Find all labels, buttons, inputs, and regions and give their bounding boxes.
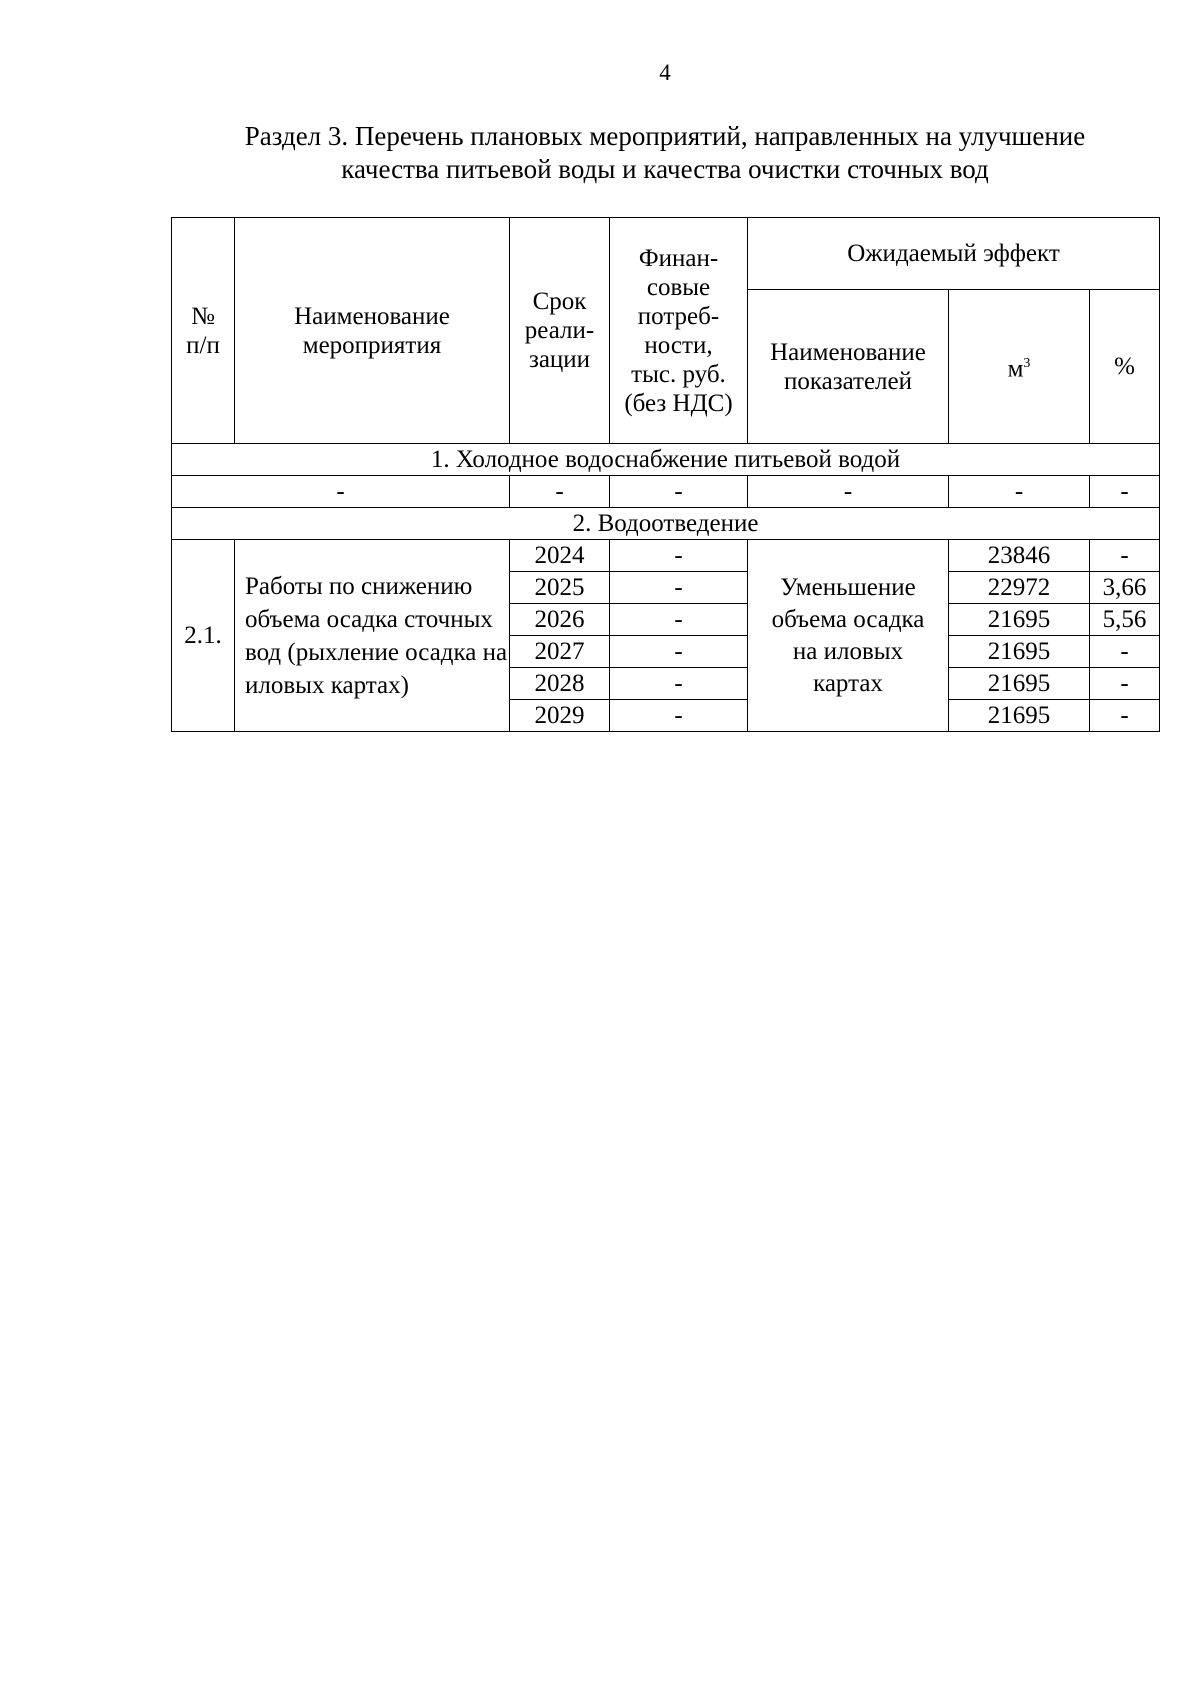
header-indicator-name: Наименование показателей <box>748 290 949 444</box>
row-year: 2024 <box>510 540 610 572</box>
row-m3: 21695 <box>949 636 1090 668</box>
row-year: 2028 <box>510 668 610 700</box>
unit-m3-label: м <box>1007 355 1024 383</box>
item-indicator: Уменьшение объема осадка на иловых картах <box>748 540 949 732</box>
row-m3: 21695 <box>949 604 1090 636</box>
row-percent: 5,56 <box>1090 604 1160 636</box>
row-m3: 21695 <box>949 700 1090 732</box>
row-finance: - <box>610 700 748 732</box>
row-finance: - <box>610 572 748 604</box>
section-1-cell-indicator: - <box>748 476 949 508</box>
section-1-title: 1. Холодное водоснабжение питьевой водой <box>172 444 1160 476</box>
unit-m3-superscript: 3 <box>1023 356 1031 372</box>
item-number: 2.1. <box>172 540 235 732</box>
section-1-cell-percent: - <box>1090 476 1160 508</box>
row-finance: - <box>610 668 748 700</box>
measures-table <box>171 217 1160 732</box>
row-percent: 3,66 <box>1090 572 1160 604</box>
section-1-cell-name: - <box>172 476 510 508</box>
row-percent: - <box>1090 636 1160 668</box>
row-finance: - <box>610 636 748 668</box>
section-title <box>170 120 1160 186</box>
row-percent: - <box>1090 668 1160 700</box>
header-finance: Финан-совые потреб-ности, тыс. руб. (без НДС) <box>610 218 748 444</box>
header-expected-effect: Ожидаемый эффект <box>748 218 1160 290</box>
row-year: 2025 <box>510 572 610 604</box>
header-unit-percent: % <box>1090 290 1160 444</box>
row-year: 2026 <box>510 604 610 636</box>
header-activity-name: Наименование мероприятия <box>235 218 510 444</box>
section-1-cell-finance: - <box>610 476 748 508</box>
section-1-cell-term: - <box>510 476 610 508</box>
section-title-line-2: качества питьевой воды и качества очистки сточных вод <box>341 154 989 184</box>
section-title-line-1: Раздел 3. Перечень плановых мероприятий, направленных на улучшение <box>244 121 1086 151</box>
row-m3: 22972 <box>949 572 1090 604</box>
row-year: 2029 <box>510 700 610 732</box>
section-2-title: 2. Водоотведение <box>172 508 1160 540</box>
page-number: 4 <box>659 60 671 85</box>
row-finance: - <box>610 604 748 636</box>
row-m3: 21695 <box>949 668 1090 700</box>
row-percent: - <box>1090 700 1160 732</box>
header-term: Срок реали-зации <box>510 218 610 444</box>
item-activity-name: Работы по снижению объема осадка сточных вод (рыхление осадка на иловых картах) <box>235 540 510 732</box>
section-1-cell-m3: - <box>949 476 1090 508</box>
row-m3: 23846 <box>949 540 1090 572</box>
header-unit-m3 <box>949 290 1090 444</box>
row-year: 2027 <box>510 636 610 668</box>
row-finance: - <box>610 540 748 572</box>
row-percent: - <box>1090 540 1160 572</box>
header-number: № п/п <box>172 218 235 444</box>
